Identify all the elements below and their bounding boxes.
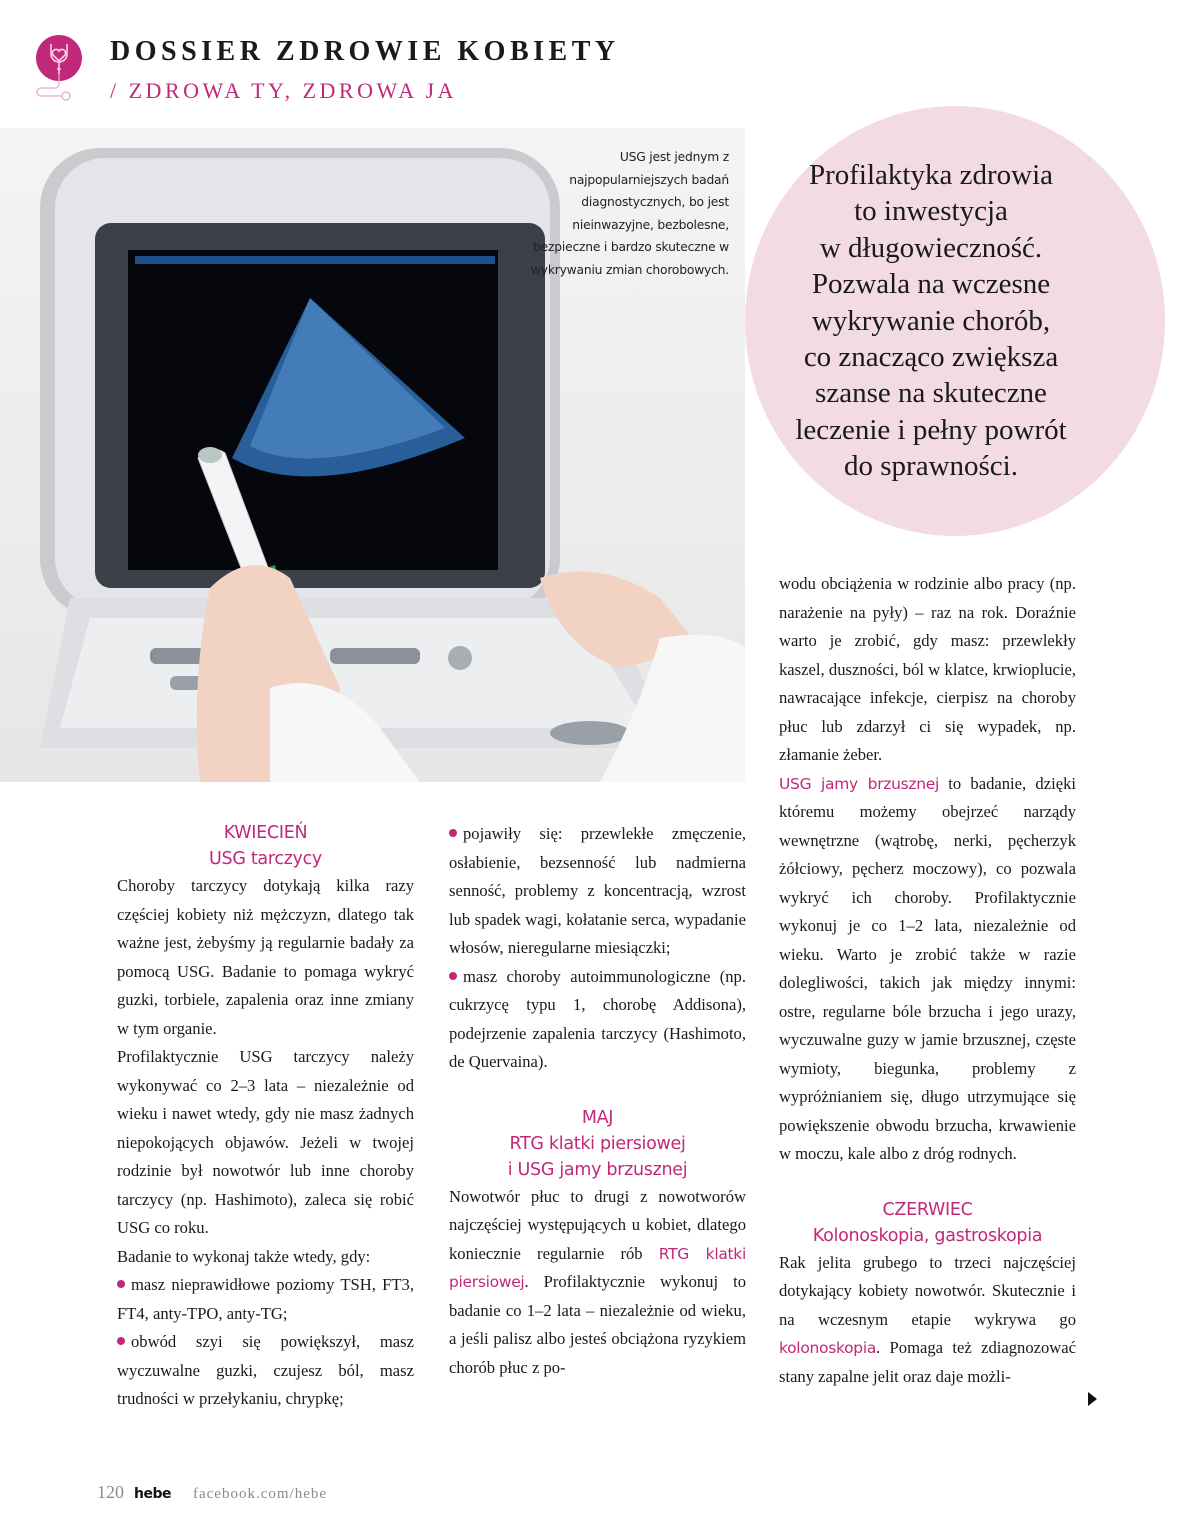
section-month-april: KWIECIEŃ — [223, 823, 308, 843]
paragraph: wodu obciążenia w rodzinie albo pracy (np. narażenie na pyły) – raz na rok. Doraźnie warto je zrobić, gdy masz: przewlekły kaszel, duszności, ból w klatce, krwioplucie, nawracające infekcje, cierpisz na choroby płuc lub zdarzył ci się wypadek, np. złamanie żeber. — [779, 574, 1076, 764]
section-exam-may-1: RTG klatki piersiowej — [509, 1133, 686, 1154]
article-column-1 — [117, 820, 414, 1414]
bullet-dot-icon — [449, 829, 457, 837]
section-exam-june: Kolonoskopia, gastroskopia — [812, 1225, 1043, 1246]
bullet-item: pojawiły się: przewlekłe zmęczenie, osłabienie, bezsenność lub nadmierna senność, problemy z koncentracją, wzrost lub spadek wagi, kołatanie serca, wypadanie włosów, nieregularne miesiączki; — [449, 824, 746, 957]
quote-line: szanse na skuteczne — [815, 377, 1047, 410]
section-exam-may-2: i USG jamy brzusznej — [507, 1159, 688, 1180]
paragraph: Badanie to wykonaj także wtedy, gdy: — [117, 1246, 371, 1266]
quote-line: Pozwala na wczesne — [811, 268, 1051, 301]
page-number: 120 — [97, 1482, 124, 1502]
quote-line: w długowieczność. — [819, 231, 1043, 264]
stethoscope-heart-icon — [26, 28, 86, 108]
quote-line: wykrywanie chorób, — [811, 304, 1051, 337]
section-exam-april: USG tarczycy — [209, 849, 322, 869]
photo-caption: USG jest jednym z najpopularniejszych badań diagnostycznych, bo jest nieinwazyjne, bezbolesne, bezpieczne i bardzo skuteczne w wykrywaniu zmian chorobowych. — [530, 150, 729, 277]
section-month-may: MAJ — [581, 1107, 614, 1128]
paragraph: Profilaktycznie USG tarczycy należy wykonywać co 2–3 lata – niezależnie od wieku i nawet wtedy, gdy nie masz żadnych niepokojących objawów. Jeżeli w twojej rodzinie był nowotwór lub inne choroby tarczycy (np. Hashimoto), zaleca się robić USG co roku. — [117, 1047, 414, 1237]
highlight-colonoscopy: kolonoskopia — [779, 1339, 877, 1357]
bullet-item: masz choroby autoimmunologiczne (np. cukrzycę typu 1, chorobę Addisona), podejrzenie zapalenia tarczycy (Hashimoto, de Quervaina). — [449, 966, 746, 1071]
page-footer — [97, 1482, 327, 1503]
bullet-item: masz nieprawidłowe poziomy TSH, FT3, FT4, anty-TPO, anty-TG; — [117, 1275, 414, 1323]
section-month-june: CZERWIEC — [882, 1199, 973, 1220]
paragraph: Rak jelita grubego to trzeci najczęściej dotykający kobiety nowotwór. Skutecznie i na wczesnym etapie wykrywa go kolonoskopia. Pomaga też zdiagnozować stany zapalne jelit oraz daje możli- — [779, 1252, 1076, 1386]
quote-line: Profilaktyka zdrowia — [808, 159, 1053, 191]
highlight-usg-abdomen: USG jamy brzusznej — [779, 774, 939, 793]
continue-arrow-icon — [1088, 1392, 1097, 1406]
quote-line: do sprawności. — [844, 450, 1018, 483]
bullet-dot-icon — [117, 1280, 125, 1288]
paragraph: USG jamy brzusznej to badanie, dzięki któremu możemy obejrzeć narządy wewnętrzne (wątrobę, nerki, pęcherzyk żółciowy, pęcherz moczowy), co pozwala wykryć ich choroby. Profilaktycznie wykonuj je co 1–2 lata, niezależnie od wieku. Warto je zrobić także w razie dolegliwości, takich jak między innymi: ostre, regularne bóle brzucha i jego urazy, wyczuwalne guzy w jamie brzusznej, częste wymioty, biegunka, problemy z wypróżnianiem się, długo utrzymujące się powiększenie obwodu brzucha, krwawienie w moczu, kale albo z dróg rodnych. — [779, 773, 1076, 1163]
paragraph: Nowotwór płuc to drugi z nowotworów najczęściej występujących u kobiet, dlatego koniecznie regularnie rób RTG klatki piersiowej. Profilaktycznie wykonuj to badanie co 1–2 lata – niezależnie od wieku, a jeśli palisz albo jesteś obciążona ryzykiem chorób płuc z po- — [449, 1186, 746, 1377]
bullet-item: obwód szyi się powiększył, masz wyczuwalne guzki, czujesz ból, masz trudności w przełykaniu, chrypkę; — [117, 1332, 414, 1408]
pull-quote — [745, 157, 1117, 485]
highlight-rtg: RTG klatki piersiowej — [449, 1244, 746, 1291]
paragraph: Choroby tarczycy dotykają kilka razy częściej kobiety niż mężczyzn, dlatego tak ważne jest, żebyśmy ją regularnie badały za pomocą USG. Badanie to pomaga wykryć guzki, torbiele, zapalenia oraz inne zmiany w tym organie. — [117, 876, 414, 1038]
quote-line: to inwestycja — [854, 195, 1008, 228]
quote-line: leczenie i pełny powrót — [795, 413, 1067, 446]
section-title: DOSSIER ZDROWIE KOBIETY — [110, 36, 620, 67]
quote-line: co znacząco zwiększa — [803, 341, 1059, 374]
section-subtitle: / ZDROWA TY, ZDROWA JA — [110, 78, 457, 103]
brand-logo: hebe — [134, 1486, 171, 1502]
facebook-link[interactable]: facebook.com/hebe — [192, 1486, 328, 1502]
article-column-2 — [449, 820, 746, 1382]
ultrasound-machine-photo — [0, 128, 745, 782]
bullet-dot-icon — [449, 972, 457, 980]
article-column-3 — [779, 570, 1076, 1391]
bullet-dot-icon — [117, 1337, 125, 1345]
